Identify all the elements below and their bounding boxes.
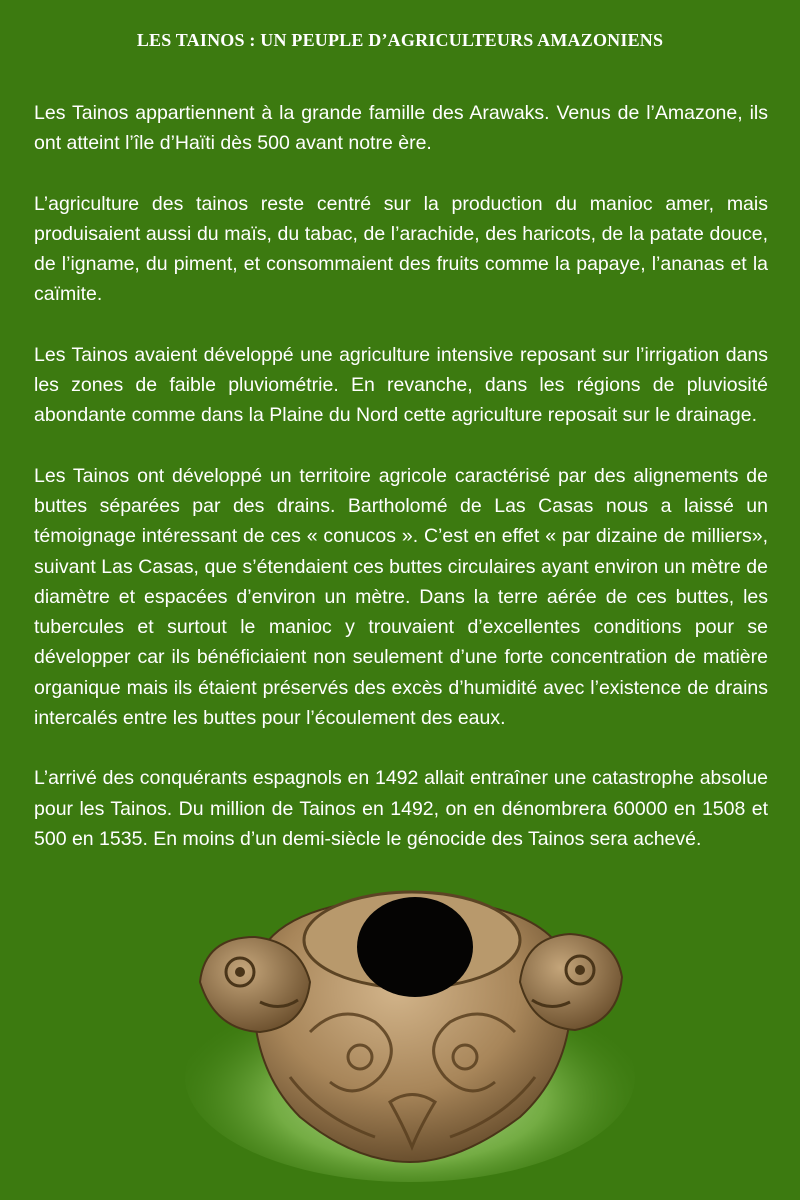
paragraph-crops: L’agriculture des tainos reste centré sur la production du manioc amer, mais produisaient aussi du maïs, du tabac, de l’arachide, des haricots, de la patate douce, de l’igname, du piment, et consommaient des fruits comme la papaye, l’ananas et la caïmite. (34, 192, 768, 306)
paragraph-irrigation: Les Tainos avaient développé une agriculture intensive reposant sur l’irrigation dans les zones de faible pluviométrie. En revanche, dans les régions de pluviosité abondante comme dans la Plaine du Nord cette agriculture reposait sur le drainage. (34, 343, 768, 427)
paragraph-conquest: L’arrivé des conquérants espagnols en 1492 allait entraîner une catastrophe absolue pour les Tainos. Du million de Tainos en 1492, on en dénombrera 60000 en 1508 et 500 en 1535. En moins d’un demi-siècle le génocide des Tainos sera achevé. (34, 767, 768, 850)
vessel-opening (357, 897, 473, 997)
paragraph-origins: Les Tainos appartiennent à la grande famille des Arawaks. Venus de l’Amazone, ils ont atteint l’île d’Haïti dès 500 avant notre ère. (34, 102, 768, 155)
paragraph-conucos: Les Tainos ont développé un territoire agricole caractérisé par des alignements de buttes séparées par des drains. Bartholomé de Las Casas nous a laissé un témoignage intéressant de ces « conucos ». C’est en effet « par dizaine de milliers», suivant Las Casas, que s’étendaient ces buttes circulaires ayant environ un mètre de diamètre et espacées d’environ un mètre. Dans la terre aérée de ces buttes, les tubercules et surtout le manioc y trouvaient d’excellentes conditions pour se développer car ils bénéficiaient non seulement d’une forte concentration de matière organique mais ils étaient préservés des excès d’humidité avec l’existence de drains intercalés entre les buttes pour l’écoulement des eaux. (34, 464, 768, 730)
page-title: LES TAINOS : UN PEUPLE D’AGRICULTEURS AMAZONIENS (136, 30, 664, 50)
article-body (34, 98, 768, 884)
taino-clay-vessel-image (160, 862, 660, 1182)
